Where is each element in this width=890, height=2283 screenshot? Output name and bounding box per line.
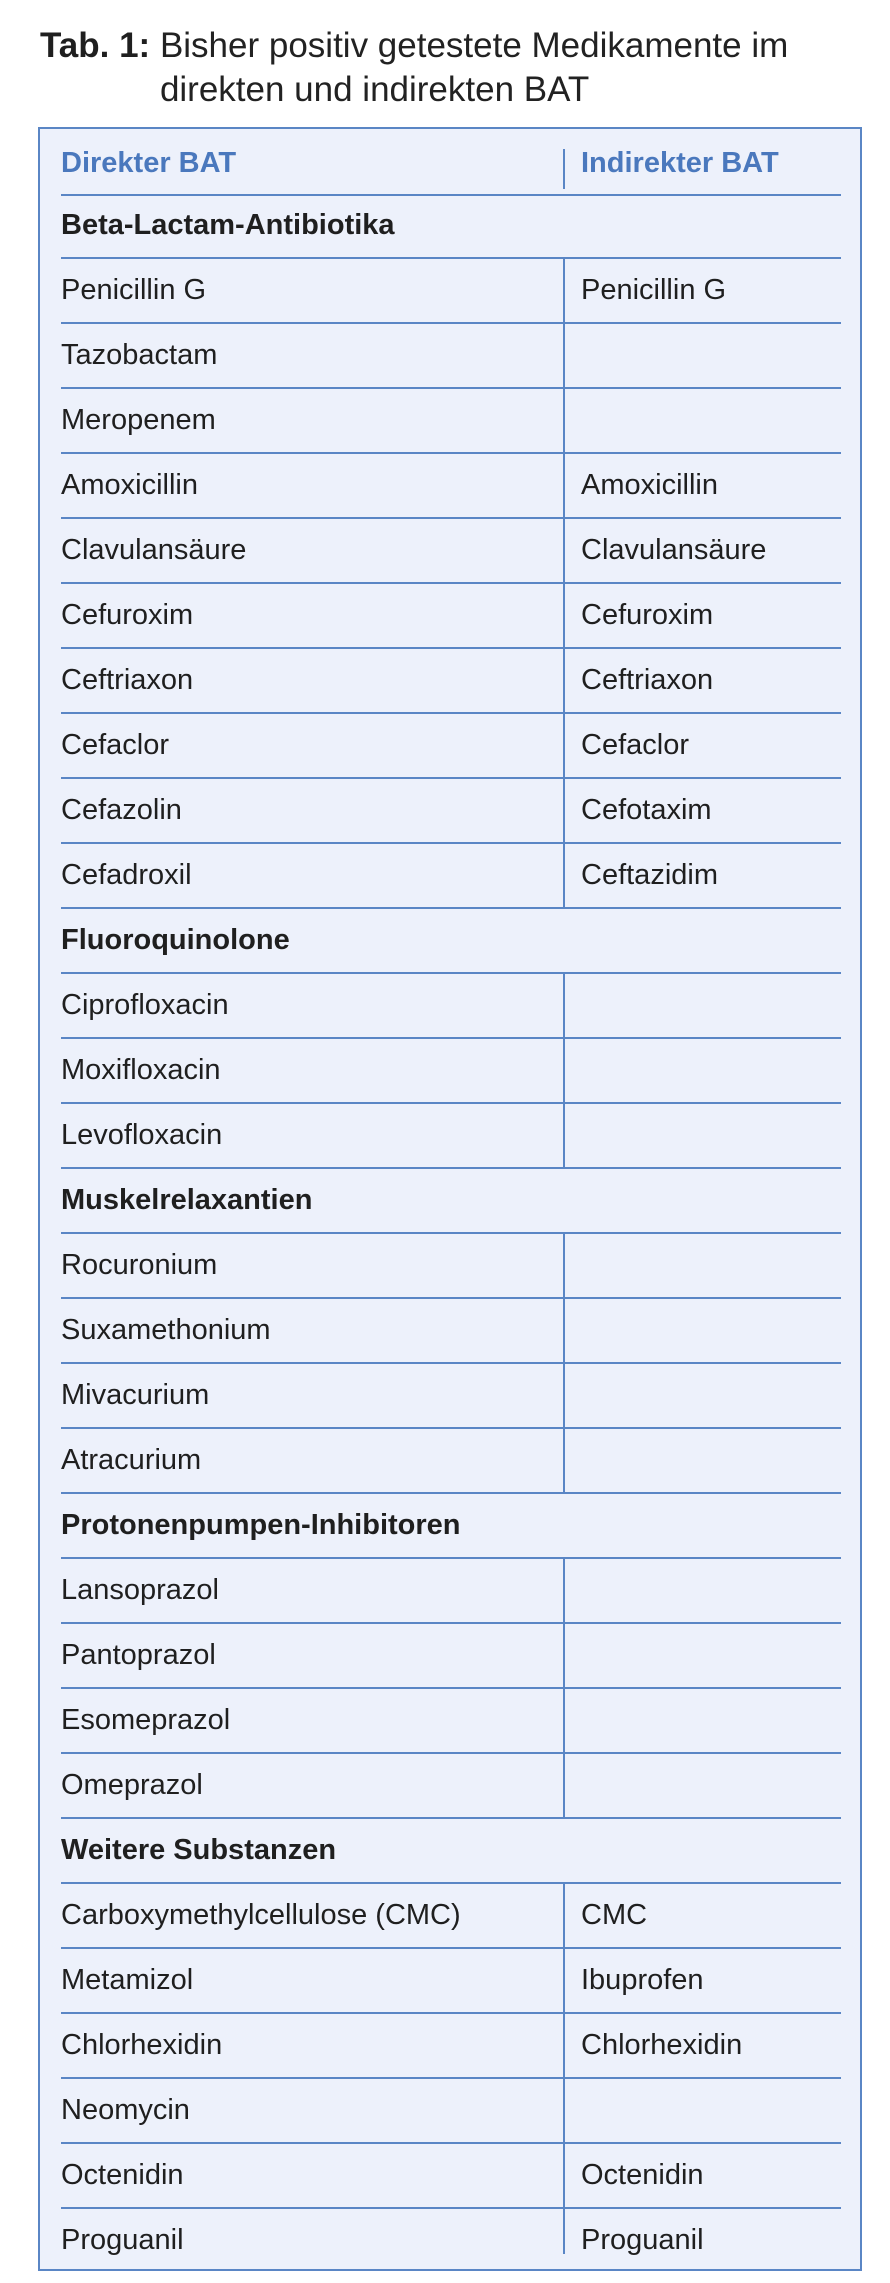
column-divider — [563, 1364, 565, 1429]
table-body — [61, 194, 841, 2274]
column-divider — [563, 519, 565, 584]
table-row — [61, 779, 841, 844]
direct-bat-cell: Cefaclor — [61, 729, 169, 761]
table-row — [61, 2079, 841, 2144]
indirect-bat-cell: Cefaclor — [581, 729, 689, 761]
column-divider — [563, 779, 565, 844]
column-divider — [563, 1299, 565, 1364]
indirect-bat-cell: Chlorhexidin — [581, 2029, 743, 2061]
section-header-row — [61, 1169, 841, 1234]
table-caption — [40, 24, 860, 112]
section-label: Muskelrelaxantien — [61, 1184, 313, 1216]
direct-bat-cell: Clavulansäure — [61, 534, 247, 566]
direct-bat-cell: Pantoprazol — [61, 1639, 216, 1671]
column-divider — [563, 1754, 565, 1819]
table-row — [61, 974, 841, 1039]
column-divider — [563, 2014, 565, 2079]
direct-bat-cell: Lansoprazol — [61, 1574, 219, 1606]
column-divider — [563, 389, 565, 454]
direct-bat-cell: Neomycin — [61, 2094, 190, 2126]
direct-bat-cell: Octenidin — [61, 2159, 184, 2191]
indirect-bat-cell: Penicillin G — [581, 274, 727, 306]
header-indirect-bat: Indirekter BAT — [581, 147, 779, 179]
table-row — [61, 2144, 841, 2209]
table-row — [61, 1624, 841, 1689]
column-divider — [563, 1559, 565, 1624]
direct-bat-cell: Omeprazol — [61, 1769, 203, 1801]
table-row — [61, 714, 841, 779]
table-row — [61, 389, 841, 454]
indirect-bat-cell: Clavulansäure — [581, 534, 767, 566]
table-row — [61, 1884, 841, 1949]
table-row — [61, 519, 841, 584]
table-row — [61, 584, 841, 649]
column-divider — [563, 584, 565, 649]
indirect-bat-cell: Amoxicillin — [581, 469, 718, 501]
column-divider — [563, 454, 565, 519]
header-direct-bat: Direkter BAT — [61, 147, 237, 179]
direct-bat-cell: Ceftriaxon — [61, 664, 194, 696]
column-divider — [563, 1949, 565, 2014]
section-label: Protonenpumpen-Inhibitoren — [61, 1509, 461, 1541]
table-row — [61, 324, 841, 389]
direct-bat-cell: Penicillin G — [61, 274, 207, 306]
column-divider — [563, 2209, 565, 2254]
indirect-bat-cell: Ibuprofen — [581, 1964, 704, 1996]
direct-bat-cell: Cefuroxim — [61, 599, 194, 631]
table-row — [61, 1039, 841, 1104]
direct-bat-cell: Cefazolin — [61, 794, 182, 826]
table-row — [61, 454, 841, 519]
direct-bat-cell: Cefadroxil — [61, 859, 192, 891]
column-divider — [563, 2079, 565, 2144]
direct-bat-cell: Chlorhexidin — [61, 2029, 223, 2061]
direct-bat-cell: Moxifloxacin — [61, 1054, 221, 1086]
table-row — [61, 1104, 841, 1169]
column-divider — [563, 324, 565, 389]
indirect-bat-cell: Ceftriaxon — [581, 664, 714, 696]
section-header-row — [61, 194, 841, 259]
table-row — [61, 1559, 841, 1624]
table-row — [61, 1299, 841, 1364]
table-row — [61, 2209, 841, 2274]
column-divider — [563, 1689, 565, 1754]
table-row — [61, 1949, 841, 2014]
direct-bat-cell: Metamizol — [61, 1964, 194, 1996]
column-divider — [563, 649, 565, 714]
indirect-bat-cell: CMC — [581, 1899, 648, 1931]
column-divider — [563, 974, 565, 1039]
table-header — [61, 129, 841, 196]
column-divider — [563, 1884, 565, 1949]
header-divider — [563, 149, 565, 189]
column-divider — [563, 259, 565, 324]
table-row — [61, 1364, 841, 1429]
medication-table — [38, 127, 862, 2271]
direct-bat-cell: Meropenem — [61, 404, 216, 436]
section-label: Beta-Lactam-Antibiotika — [61, 209, 395, 241]
direct-bat-cell: Carboxymethylcellulose (CMC) — [61, 1899, 461, 1931]
caption-text: Bisher positiv getestete Medikamente im direkten und indirekten BAT — [159, 26, 789, 109]
direct-bat-cell: Tazobactam — [61, 339, 218, 371]
indirect-bat-cell: Cefuroxim — [581, 599, 714, 631]
caption-label: Tab. 1: — [40, 26, 151, 65]
indirect-bat-cell: Proguanil — [581, 2224, 704, 2256]
direct-bat-cell: Mivacurium — [61, 1379, 210, 1411]
column-divider — [563, 1039, 565, 1104]
section-header-row — [61, 909, 841, 974]
table-row — [61, 1689, 841, 1754]
table-row — [61, 649, 841, 714]
indirect-bat-cell: Ceftazidim — [581, 859, 718, 891]
section-label: Weitere Substanzen — [61, 1834, 337, 1866]
column-divider — [563, 714, 565, 779]
section-header-row — [61, 1494, 841, 1559]
table-row — [61, 1754, 841, 1819]
direct-bat-cell: Rocuronium — [61, 1249, 218, 1281]
section-label: Fluoroquinolone — [61, 924, 290, 956]
column-divider — [563, 1624, 565, 1689]
direct-bat-cell: Atracurium — [61, 1444, 202, 1476]
direct-bat-cell: Proguanil — [61, 2224, 184, 2256]
indirect-bat-cell: Cefotaxim — [581, 794, 712, 826]
table-row — [61, 844, 841, 909]
column-divider — [563, 844, 565, 909]
direct-bat-cell: Levofloxacin — [61, 1119, 223, 1151]
column-divider — [563, 1104, 565, 1169]
column-divider — [563, 1429, 565, 1494]
direct-bat-cell: Esomeprazol — [61, 1704, 231, 1736]
table-row — [61, 2014, 841, 2079]
indirect-bat-cell: Octenidin — [581, 2159, 704, 2191]
column-divider — [563, 1234, 565, 1299]
direct-bat-cell: Suxamethonium — [61, 1314, 271, 1346]
table-row — [61, 259, 841, 324]
direct-bat-cell: Amoxicillin — [61, 469, 198, 501]
direct-bat-cell: Ciprofloxacin — [61, 989, 229, 1021]
table-row — [61, 1234, 841, 1299]
section-header-row — [61, 1819, 841, 1884]
table-row — [61, 1429, 841, 1494]
column-divider — [563, 2144, 565, 2209]
